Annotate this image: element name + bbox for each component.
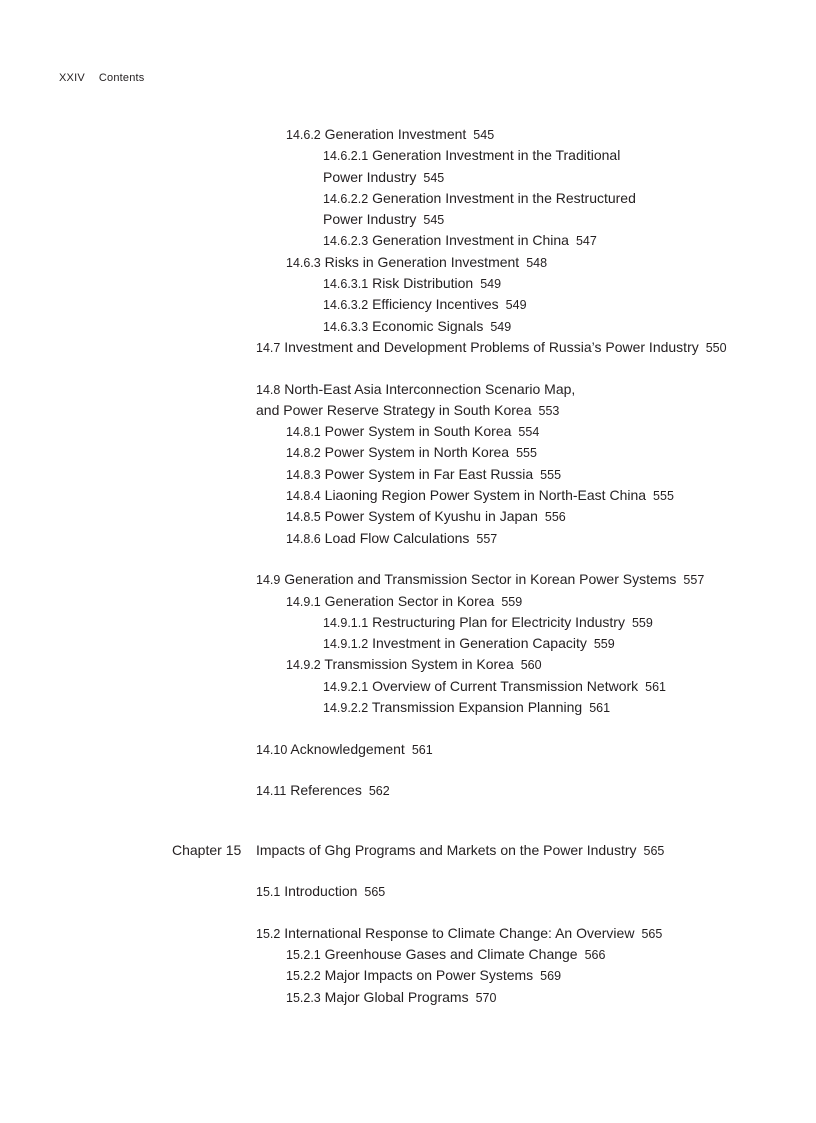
toc-entry-title: Generation Investment [324, 126, 467, 142]
toc-entry-number: 15.2.3 [286, 990, 321, 1005]
toc-entry[interactable] [0, 676, 816, 697]
toc-entry-number: 14.6.2.3 [323, 234, 369, 249]
toc-entry-number: 14.6.3 [286, 255, 321, 270]
toc-entry-page: 555 [653, 489, 674, 504]
toc-entry-page: 550 [705, 340, 727, 355]
running-head-section: Contents [98, 72, 145, 84]
toc-entry-page: 557 [476, 531, 498, 546]
toc-spacer [0, 718, 816, 738]
toc-entry-title: Overview of Current Transmission Network [372, 677, 639, 694]
toc-entry[interactable] [0, 294, 816, 315]
toc-entry-page: 559 [631, 615, 653, 630]
toc-entry[interactable] [0, 591, 816, 612]
toc-entry-number: 14.9 [256, 573, 281, 588]
toc-entry[interactable] [0, 252, 816, 273]
toc-entry-page: 545 [473, 128, 495, 142]
toc-entry-title: Transmission Expansion Planning [371, 699, 583, 716]
toc-entry-number: 14.6.3.1 [323, 277, 369, 292]
toc-entry[interactable] [0, 780, 816, 801]
toc-entry-title: Investment in Generation Capacity [372, 635, 587, 652]
toc-spacer [0, 760, 816, 780]
toc-entry[interactable] [0, 337, 816, 358]
toc-entry-page: 557 [683, 573, 705, 588]
toc-entry-title: Investment and Development Problems of Russia’s Power Industry [284, 338, 699, 355]
toc-entry-number: 15.1 [256, 885, 281, 900]
toc-entry-title: Generation Investment in the Restructured [372, 189, 636, 206]
toc-entry-page: 548 [526, 255, 548, 270]
toc-entry-number: 14.8.4 [286, 489, 321, 504]
table-of-contents [0, 124, 816, 1008]
toc-entry-page: 559 [501, 594, 523, 609]
toc-spacer [0, 802, 816, 840]
toc-entry-title: Generation Sector in Korea [324, 592, 495, 609]
toc-entry-title: Major Impacts on Power Systems [324, 967, 534, 984]
toc-entry-number: 14.8.5 [286, 510, 321, 525]
toc-entry-title: Power Industry [323, 211, 417, 228]
toc-entry-title: Generation and Transmission Sector in Korean Power Systems [284, 571, 677, 588]
toc-entry-page: 560 [520, 658, 542, 673]
toc-entry-title: Major Global Programs [324, 988, 469, 1005]
toc-entry-page: 565 [643, 843, 665, 858]
toc-entry-page: 561 [645, 679, 667, 694]
toc-entry-page: 555 [516, 446, 537, 461]
toc-entry-page: 553 [538, 403, 560, 418]
toc-entry-title: Introduction [284, 883, 358, 900]
toc-entry-number: 14.8.1 [286, 425, 321, 440]
toc-entry-number: 14.6.2 [286, 128, 321, 142]
toc-entry[interactable] [0, 316, 816, 337]
toc-entry[interactable] [0, 421, 816, 442]
toc-entry-title: Power System in Far East Russia [324, 465, 534, 482]
toc-spacer [0, 549, 816, 569]
toc-entry-number: 14.9.1 [286, 594, 321, 609]
toc-entry[interactable] [0, 167, 816, 188]
toc-entry-number: 14.9.1.1 [323, 615, 369, 630]
toc-entry[interactable] [0, 273, 816, 294]
toc-entry-page: 549 [480, 277, 502, 292]
toc-entry-number: 14.6.3.3 [323, 319, 369, 334]
toc-spacer [0, 358, 816, 378]
toc-entry-page: 565 [641, 926, 663, 941]
toc-entry-page: 547 [575, 234, 597, 249]
toc-entry-number: 14.9.1.2 [323, 637, 369, 652]
toc-entry-title: Acknowledgement [290, 740, 405, 757]
toc-entry-number: 14.8.2 [286, 446, 321, 461]
toc-entry-title: North-East Asia Interconnection Scenario Map, [284, 380, 576, 397]
toc-entry-title: Load Flow Calculations [324, 529, 470, 546]
toc-entry[interactable] [0, 944, 816, 965]
toc-entry-title: Restructuring Plan for Electricity Industry [372, 613, 625, 630]
toc-entry[interactable] [0, 987, 816, 1008]
toc-entry-number: 14.6.2.2 [323, 191, 369, 206]
toc-entry-number: 14.8.6 [286, 531, 321, 546]
toc-entry-title: and Power Reserve Strategy in South Korea [256, 401, 532, 418]
toc-entry-page: 566 [584, 947, 606, 962]
toc-entry-number: 14.9.2 [286, 658, 321, 673]
toc-entry-page: 555 [540, 467, 562, 482]
running-head-page-number: XXIV [59, 72, 85, 84]
toc-entry[interactable] [0, 612, 816, 633]
toc-entry[interactable] [0, 528, 816, 549]
toc-entry-page: 562 [368, 784, 390, 799]
toc-entry-number: 15.2 [256, 926, 281, 941]
toc-entry-page: 559 [593, 637, 615, 652]
toc-entry[interactable] [0, 442, 816, 463]
running-head [59, 72, 145, 84]
toc-entry[interactable] [0, 633, 816, 654]
toc-entry[interactable] [0, 697, 816, 718]
toc-entry-page: 565 [364, 885, 386, 900]
toc-entry[interactable] [0, 209, 816, 230]
toc-entry-page: 570 [475, 990, 497, 1005]
toc-entry[interactable] [0, 881, 816, 902]
toc-entry-number: 14.11 [256, 784, 287, 799]
toc-entry-page: 561 [589, 701, 611, 716]
toc-entry-number: 14.9.2.1 [323, 679, 369, 694]
toc-entry[interactable] [0, 739, 816, 760]
toc-entry-number: 15.2.1 [286, 947, 321, 962]
toc-entry[interactable] [0, 400, 816, 421]
toc-spacer [0, 861, 816, 881]
toc-entry-title: Transmission System in Korea [324, 656, 514, 673]
toc-entry-title: International Response to Climate Change: An Overview [284, 924, 635, 941]
toc-chapter-entry[interactable] [0, 840, 816, 861]
toc-entry-page: 561 [411, 742, 433, 757]
toc-entry-title: Power Industry [323, 168, 417, 185]
toc-entry[interactable] [0, 230, 816, 251]
toc-entry-title: Generation Investment in China [372, 232, 569, 249]
toc-entry-title: Liaoning Region Power System in North-East China [324, 487, 647, 504]
toc-entry-title: Efficiency Incentives [372, 296, 499, 313]
toc-entry-page: 545 [423, 170, 445, 185]
toc-entry-title: Risks in Generation Investment [324, 253, 520, 270]
toc-entry[interactable] [0, 145, 816, 166]
toc-entry-title: Power System in North Korea [324, 444, 510, 461]
toc-entry-number: 14.8.3 [286, 467, 321, 482]
toc-entry-title: Greenhouse Gases and Climate Change [324, 945, 578, 962]
toc-entry[interactable] [0, 124, 816, 145]
toc-entry-title: References [290, 782, 362, 799]
toc-entry-page: 549 [490, 319, 512, 334]
toc-entry[interactable] [0, 923, 816, 944]
toc-entry-page: 556 [544, 510, 566, 525]
toc-entry[interactable] [0, 506, 816, 527]
toc-entry-number: 14.9.2.2 [323, 701, 369, 716]
toc-entry-number: 14.10 [256, 742, 288, 757]
toc-entry[interactable] [0, 188, 816, 209]
toc-entry-number: 14.6.3.2 [323, 298, 369, 313]
toc-entry-number: 15.2.2 [286, 969, 321, 984]
toc-entry[interactable] [0, 464, 816, 485]
chapter-label: Chapter 15 [172, 841, 242, 858]
toc-entry[interactable] [0, 654, 816, 675]
toc-entry-page: 549 [505, 298, 527, 313]
toc-entry-number: 14.6.2.1 [323, 149, 369, 164]
toc-entry-page: 569 [540, 969, 562, 984]
toc-entry-title: Power System in South Korea [324, 423, 512, 440]
toc-entry-title: Risk Distribution [372, 275, 474, 292]
toc-entry[interactable] [0, 965, 816, 986]
toc-entry-page: 545 [423, 213, 445, 228]
toc-entry-number: 14.8 [256, 382, 281, 397]
toc-spacer [0, 902, 816, 922]
toc-entry-title: Power System of Kyushu in Japan [324, 508, 538, 525]
toc-entry[interactable] [0, 485, 816, 506]
toc-entry[interactable] [0, 379, 816, 400]
toc-entry-title: Generation Investment in the Traditional [372, 147, 621, 164]
toc-entry-title: Impacts of Ghg Programs and Markets on the Power Industry [256, 841, 637, 858]
toc-entry[interactable] [0, 569, 816, 590]
toc-entry-page: 554 [518, 425, 540, 440]
toc-entry-number: 14.7 [256, 340, 281, 355]
toc-entry-title: Economic Signals [372, 317, 484, 334]
